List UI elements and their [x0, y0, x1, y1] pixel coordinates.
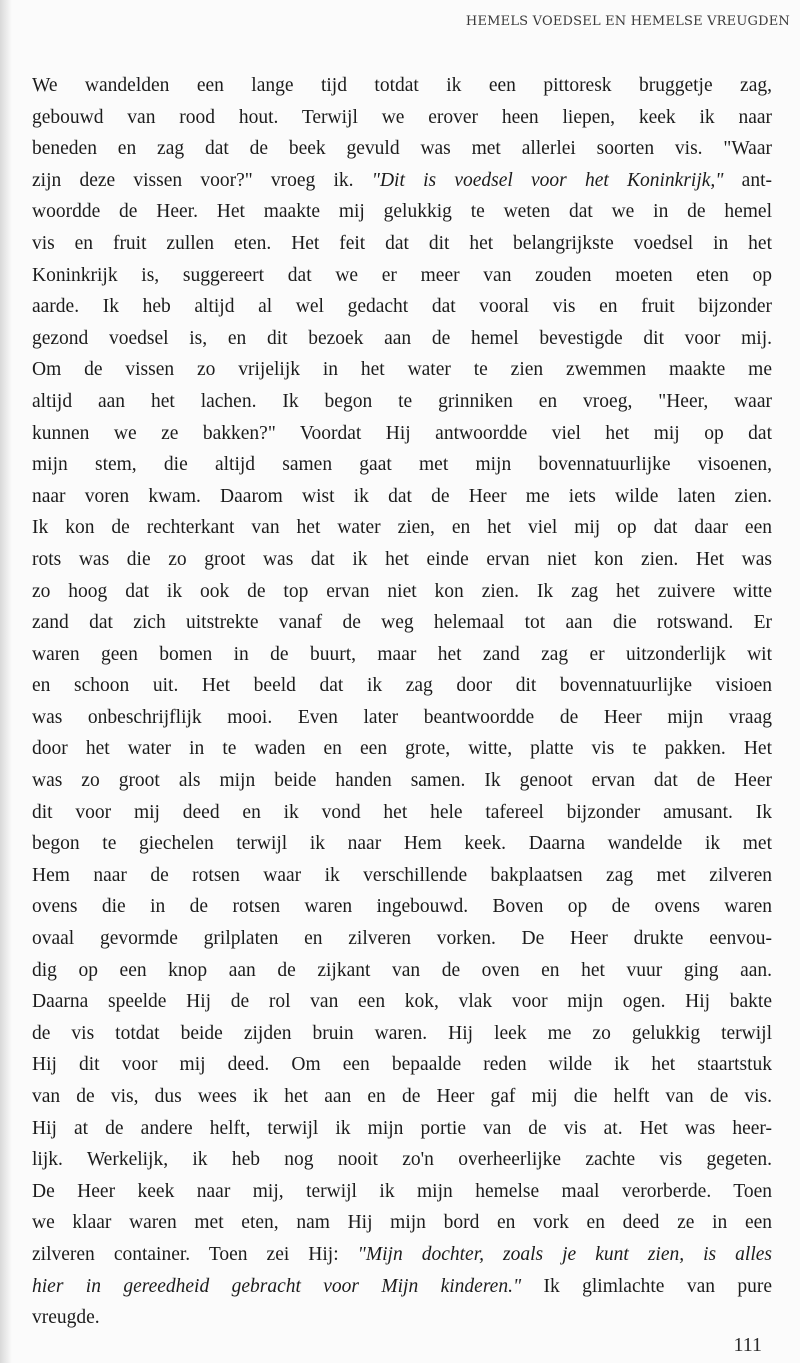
text-line: De Heer keek naar mij, terwijl ik mijn hemelse maal verorberde. Toen — [32, 1180, 772, 1202]
text-line: rots was die zo groot was dat ik het einde ervan niet kon zien. Het was — [32, 548, 772, 570]
text-line: dig op een knop aan de zijkant van de oven en het vuur ging aan. — [32, 959, 772, 981]
text-line: lijk. Werkelijk, ik heb nog nooit zo'n overheerlijke zachte vis gegeten. — [32, 1149, 772, 1171]
text-line: Hij at de andere helft, terwijl ik mijn portie van de vis at. Het was heer- — [32, 1117, 772, 1139]
text-line: vreugde. — [32, 1307, 100, 1329]
text-line: kunnen we ze bakken?" Voordat Hij antwoordde viel het mij op dat — [32, 422, 772, 444]
text-line: we klaar waren met eten, nam Hij mijn bord en vork en deed ze in een — [32, 1212, 772, 1234]
running-header: HEMELS VOEDSEL EN HEMELSE VREUGDEN — [465, 14, 790, 29]
text-line: Koninkrijk is, suggereert dat we er meer van zouden moeten eten op — [32, 264, 772, 286]
text-line: was onbeschrijflijk mooi. Even later beantwoordde de Heer mijn vraag — [32, 706, 772, 728]
text-line: gezond voedsel is, en dit bezoek aan de hemel bevestigde dit voor mij. — [32, 327, 772, 349]
text-line: zo hoog dat ik ook de top ervan niet kon zien. Ik zag het zuivere witte — [32, 580, 772, 602]
text-line: beneden en zag dat de beek gevuld was met allerlei soorten vis. "Waar — [32, 138, 772, 160]
text-line: altijd aan het lachen. Ik begon te grinniken en vroeg, "Heer, waar — [32, 390, 772, 412]
text-line: vis en fruit zullen eten. Het feit dat dit het belangrijkste voedsel in het — [32, 232, 772, 254]
text-line: gebouwd van rood hout. Terwijl we erover heen liepen, keek ik naar — [32, 106, 772, 128]
text-line: van de vis, dus wees ik het aan en de Heer gaf mij die helft van de vis. — [32, 1086, 772, 1107]
text-line: aarde. Ik heb altijd al wel gedacht dat vooral vis en fruit bijzonder — [32, 296, 772, 318]
text-line: ovaal gevormde grilplaten en zilveren vorken. De Heer drukte eenvou- — [32, 928, 772, 950]
text-line: was zo groot als mijn beide handen samen. Ik genoot ervan dat de Heer — [32, 770, 772, 792]
text-line: hier in gereedheid gebracht voor Mijn kinderen." Ik glimlachte van pure — [32, 1275, 772, 1297]
italic-quote: "Mijn dochter, zoals je kunt zien, is alles — [357, 1243, 772, 1265]
text-line: begon te giechelen terwijl ik naar Hem keek. Daarna wandelde ik met — [32, 833, 772, 855]
text-line: woordde de Heer. Het maakte mij gelukkig te weten dat we in de hemel — [32, 201, 772, 223]
page-gutter-shadow — [0, 0, 12, 1363]
text-line: de vis totdat beide zijden bruin waren. Hij leek me zo gelukkig terwijl — [32, 1022, 772, 1044]
italic-quote: "Dit is voedsel voor het Koninkrijk," — [371, 169, 724, 191]
text-line: zilveren container. Toen zei Hij: "Mijn dochter, zoals je kunt zien, is alles — [32, 1243, 772, 1265]
text-line: We wandelden een lange tijd totdat ik een pittoresk bruggetje zag, — [32, 75, 772, 96]
text-line: Om de vissen zo vrijelijk in het water te zien zwemmen maakte me — [32, 359, 772, 381]
text-line: naar voren kwam. Daarom wist ik dat de Heer me iets wilde laten zien. — [32, 485, 772, 507]
text-line: dit voor mij deed en ik vond het hele tafereel bijzonder amusant. Ik — [32, 801, 772, 823]
text-line: Hem naar de rotsen waar ik verschillende bakplaatsen zag met zilveren — [32, 864, 772, 886]
text-line: en schoon uit. Het beeld dat ik zag door dit bovennatuurlijke visioen — [32, 675, 772, 697]
text-line: Ik kon de rechterkant van het water zien, en het viel mij op dat daar een — [32, 517, 772, 539]
text-line: ovens die in de rotsen waren ingebouwd. Boven op de ovens waren — [32, 896, 772, 918]
body-paragraph — [32, 70, 772, 1334]
text-line: waren geen bomen in de buurt, maar het zand zag er uitzonderlijk wit — [32, 643, 772, 665]
text-line: Hij dit voor mij deed. Om een bepaalde reden wilde ik het staartstuk — [32, 1054, 772, 1076]
page-number: 111 — [733, 1334, 762, 1356]
text-line: Daarna speelde Hij de rol van een kok, vlak voor mijn ogen. Hij bakte — [32, 991, 772, 1013]
text-line: mijn stem, die altijd samen gaat met mijn bovennatuurlijke visoenen, — [32, 454, 772, 476]
text-line: zand dat zich uitstrekte vanaf de weg helemaal tot aan die rotswand. Er — [32, 612, 772, 634]
text-line: zijn deze vissen voor?" vroeg ik. "Dit is voedsel voor het Koninkrijk," ant- — [32, 169, 772, 191]
italic-quote: hier in gereedheid gebracht voor Mijn kinderen." — [32, 1275, 522, 1297]
text-line: door het water in te waden en een grote, witte, platte vis te pakken. Het — [32, 738, 772, 760]
